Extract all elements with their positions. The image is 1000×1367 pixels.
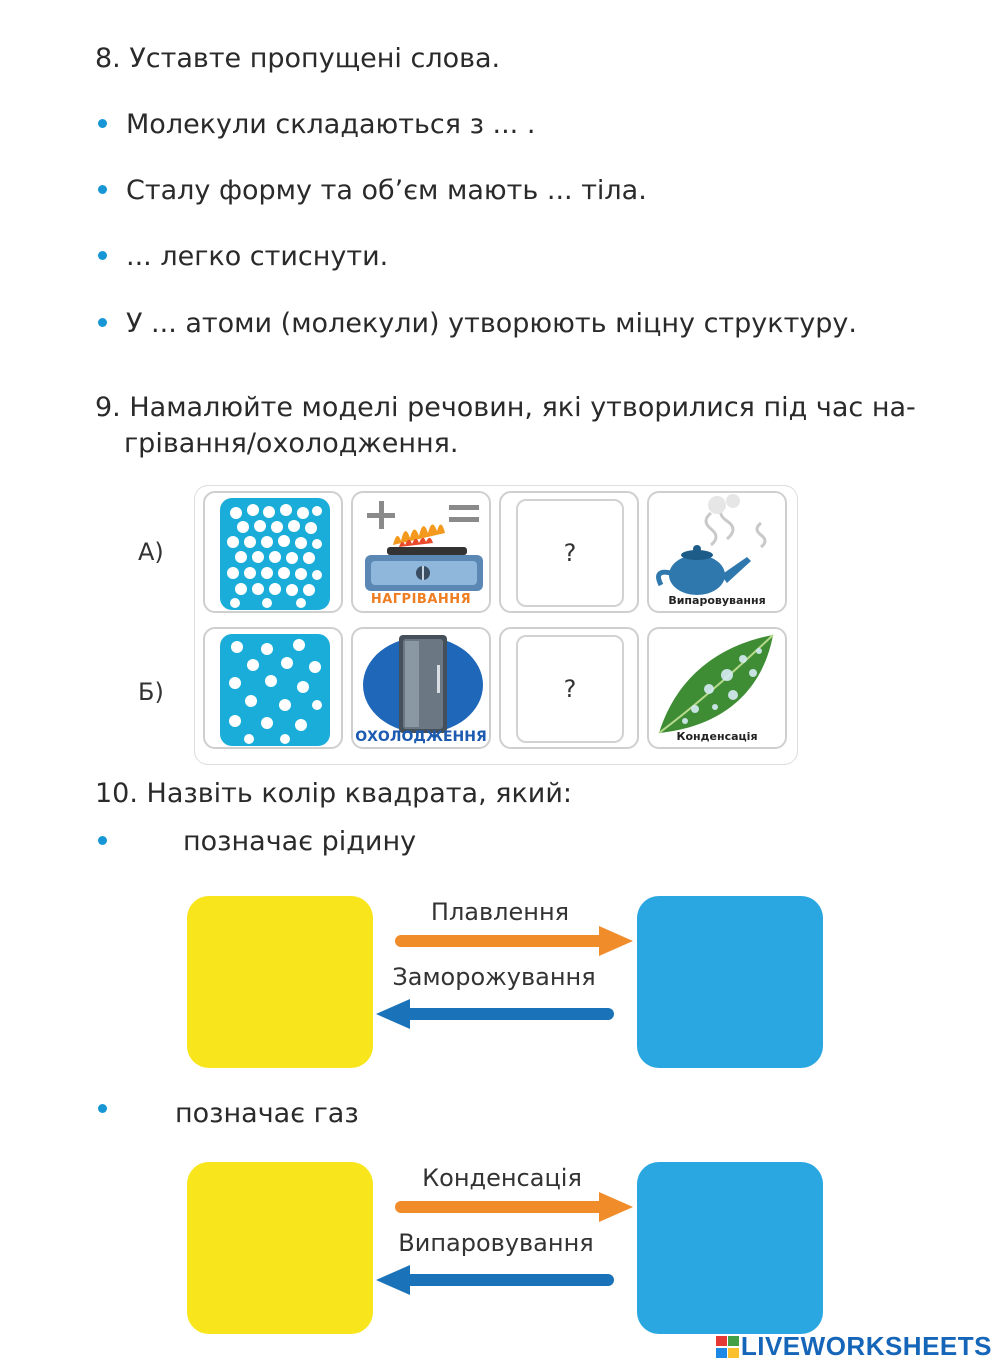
evaporation-cell — [647, 491, 787, 613]
bullet-icon — [98, 1104, 107, 1113]
unknown-cell-a — [499, 491, 639, 613]
bullet-icon — [98, 185, 107, 194]
condensation-label: Конденсація — [676, 730, 758, 743]
yellow-square-1[interactable] — [187, 896, 373, 1068]
task10-item-1: позначає рідину — [183, 826, 417, 857]
liveworksheets-logo[interactable] — [715, 1331, 992, 1362]
solid-model-cell — [203, 491, 343, 613]
evaporation-arrow-label: Випаровування — [398, 1229, 594, 1257]
task8-item-3: ... легко стиснути. — [126, 241, 389, 272]
condensation-cell — [647, 627, 787, 749]
arrow-left-icon — [376, 1265, 616, 1295]
blue-square-2[interactable] — [637, 1162, 823, 1334]
melting-label: Плавлення — [430, 898, 570, 926]
arrow-right-icon — [395, 926, 635, 956]
bullet-icon — [98, 836, 107, 845]
evaporation-label: Випаровування — [668, 594, 766, 607]
cooling-label: ОХОЛОДЖЕННЯ — [355, 729, 487, 745]
liveworksheets-logo-icon — [715, 1334, 741, 1360]
solid-particles-icon — [205, 493, 343, 613]
task9-title-line2: грівання/охолодження. — [124, 428, 459, 459]
cooling-cell — [351, 627, 491, 749]
bullet-icon — [98, 251, 107, 260]
unknown-cell-b — [499, 627, 639, 749]
heating-label: НАГРІВАННЯ — [370, 592, 472, 607]
arrow-right-icon — [395, 1192, 635, 1222]
arrow-left-icon — [376, 999, 616, 1029]
bullet-icon — [98, 318, 107, 327]
bullet-icon — [98, 119, 107, 128]
answer-box-a: ? — [516, 499, 624, 607]
task8-title: 8. Уставте пропущені слова. — [95, 43, 501, 74]
liquid-particles-icon — [205, 629, 343, 749]
yellow-square-2[interactable] — [187, 1162, 373, 1334]
task8-item-2: Сталу форму та об’єм мають ... тіла. — [126, 175, 647, 206]
logo-text: LIVEWORKSHEETS — [740, 1331, 992, 1361]
task8-item-1: Молекули складаються з ... . — [126, 109, 536, 140]
answer-box-b: ? — [516, 635, 624, 743]
liquid-model-cell — [203, 627, 343, 749]
heating-cell — [351, 491, 491, 613]
freezing-label: Заморожування — [392, 963, 596, 991]
task8-item-4: У ... атоми (молекули) утворюють міцну структуру. — [126, 308, 857, 339]
condensation-arrow-label: Конденсація — [422, 1164, 582, 1192]
task10-item-2: позначає газ — [175, 1098, 359, 1129]
task10-title: 10. Назвіть колір квадрата, який: — [95, 778, 572, 809]
task9-title-line1: 9. Намалюйте моделі речовин, які утворилися під час на- — [95, 392, 916, 423]
row-a-label: А) — [138, 538, 164, 566]
blue-square-1[interactable] — [637, 896, 823, 1068]
row-b-label: Б) — [138, 678, 164, 706]
